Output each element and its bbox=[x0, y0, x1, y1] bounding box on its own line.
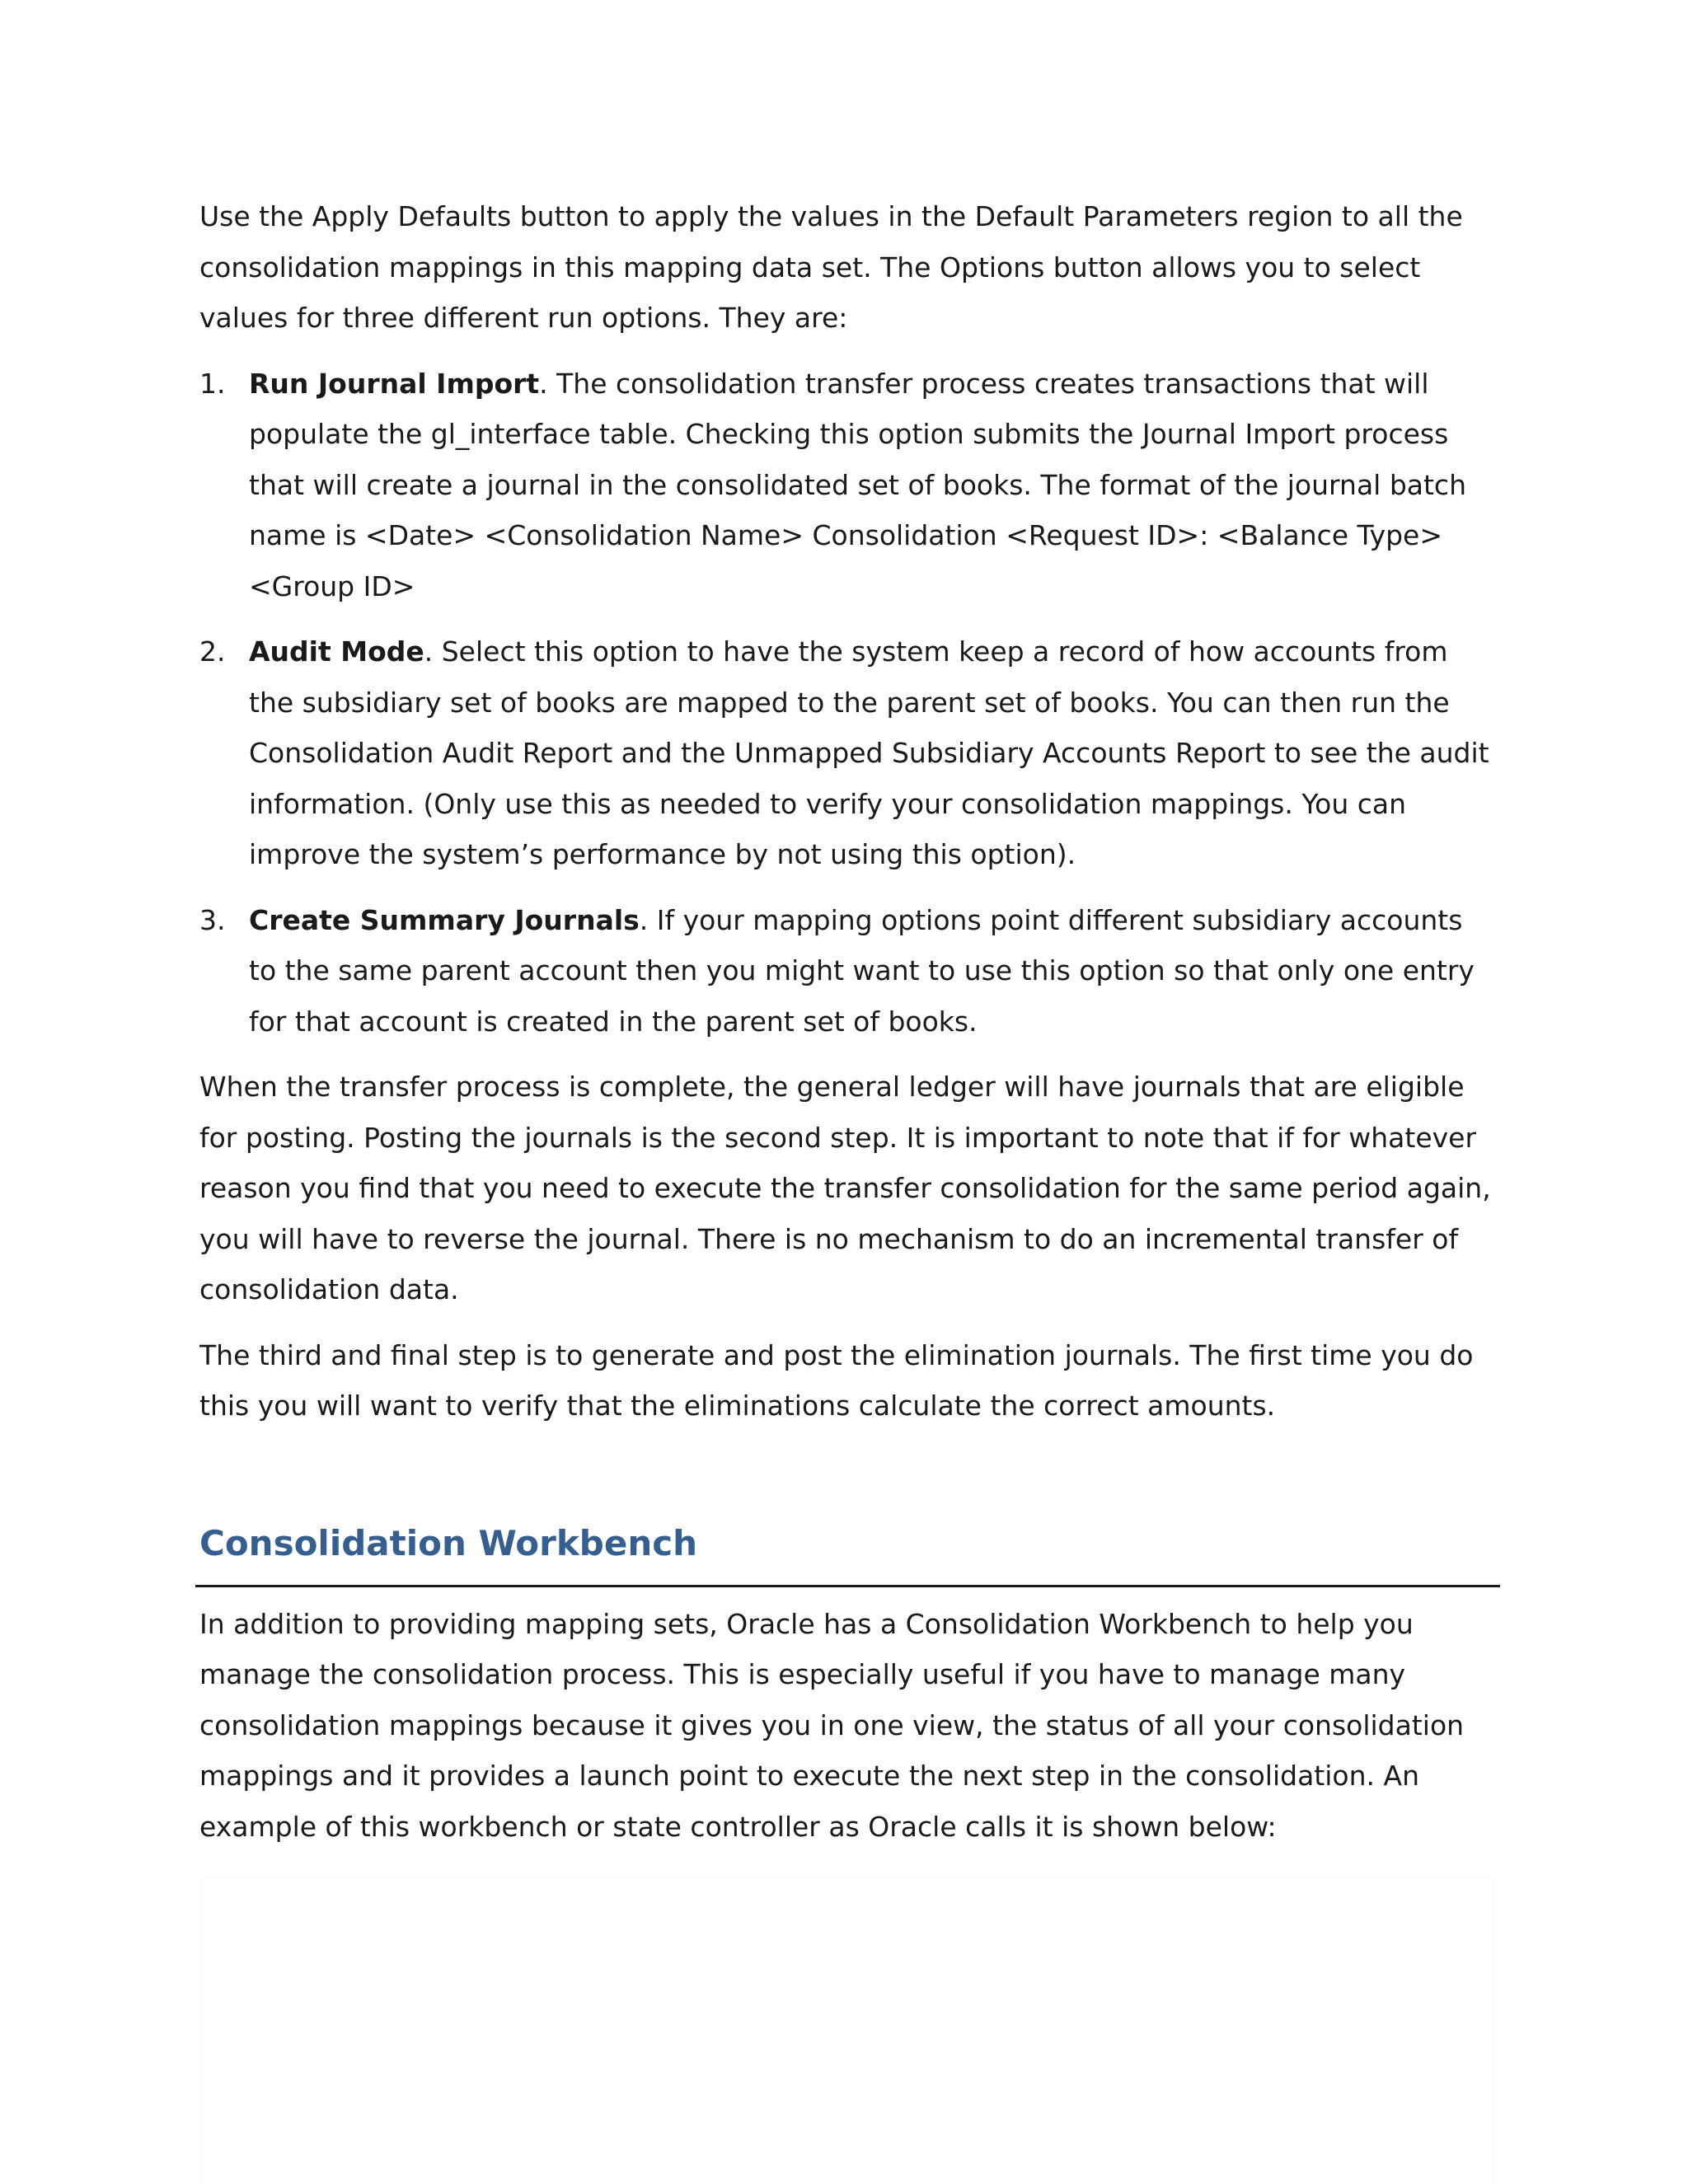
run-options-list bbox=[199, 359, 1495, 1047]
list-number: 2. bbox=[199, 635, 226, 668]
list-item-create-summary-journals bbox=[199, 895, 1495, 1047]
list-number: 3. bbox=[199, 903, 226, 936]
option-term: Run Journal Import bbox=[249, 367, 540, 400]
option-term: Create Summary Journals bbox=[249, 903, 640, 936]
elimination-paragraph: The third and final step is to generate and post the elimination journals. The first time you do this you will want to verify that the eliminations calculate the correct amounts. bbox=[199, 1338, 1474, 1422]
option-description: . The consolidation transfer process creates transactions that will populate the gl_interface table. Checking this option submits the Journal Import process that will create a journal in the consolidated set of books. The format of the journal batch name is <Date> <Consolidation Name> Consolidation <Request ID>: <Balance Type> <Group ID> bbox=[249, 367, 1466, 602]
workbench-screenshot-area bbox=[199, 1875, 1495, 2184]
workbench-paragraph: In addition to providing mapping sets, Oracle has a Consolidation Workbench to help you manage the consolidation process. This is especially useful if you have to manage many consolidation mappings because it gives you in one view, the status of all your consolidation mappings and it provides a launch point to execute the next step in the consolidation. An example of this workbench or state controller as Oracle calls it is shown below: bbox=[199, 1607, 1465, 1843]
option-description: . If your mapping options point different subsidiary accounts to the same parent account then you might want to use this option so that only one entry for that account is created in the parent set of books. bbox=[249, 903, 1475, 1038]
document-page bbox=[199, 191, 1495, 1867]
intro-paragraph: Use the Apply Defaults button to apply the values in the Default Parameters region to all the consolidation mappings in this mapping data set. The Options button allows you to select values for three different run options. They are: bbox=[199, 200, 1463, 334]
option-term: Audit Mode bbox=[249, 635, 424, 668]
transfer-paragraph: When the transfer process is complete, the general ledger will have journals that are eligible for posting. Posting the journals is the second step. It is important to note that if for whatever reason you find that you need to execute the transfer consolidation for the same period again, you will have to reverse the journal. There is no mechanism to do an incremental transfer of consolidation data. bbox=[199, 1071, 1491, 1305]
option-description: . Select this option to have the system keep a record of how accounts from the subsidiary set of books are mapped to the parent set of books. You can then run the Consolidation Audit Report and the Unmapped Subsidiary Accounts Report to see the audit information. (Only use this as needed to verify your consolidation mappings. You can improve the system’s performance by not using this option). bbox=[249, 635, 1489, 870]
list-item-run-journal-import bbox=[199, 359, 1495, 612]
section-heading: Consolidation Workbench bbox=[195, 1519, 1500, 1587]
list-number: 1. bbox=[199, 367, 226, 400]
list-item-audit-mode bbox=[199, 626, 1495, 880]
